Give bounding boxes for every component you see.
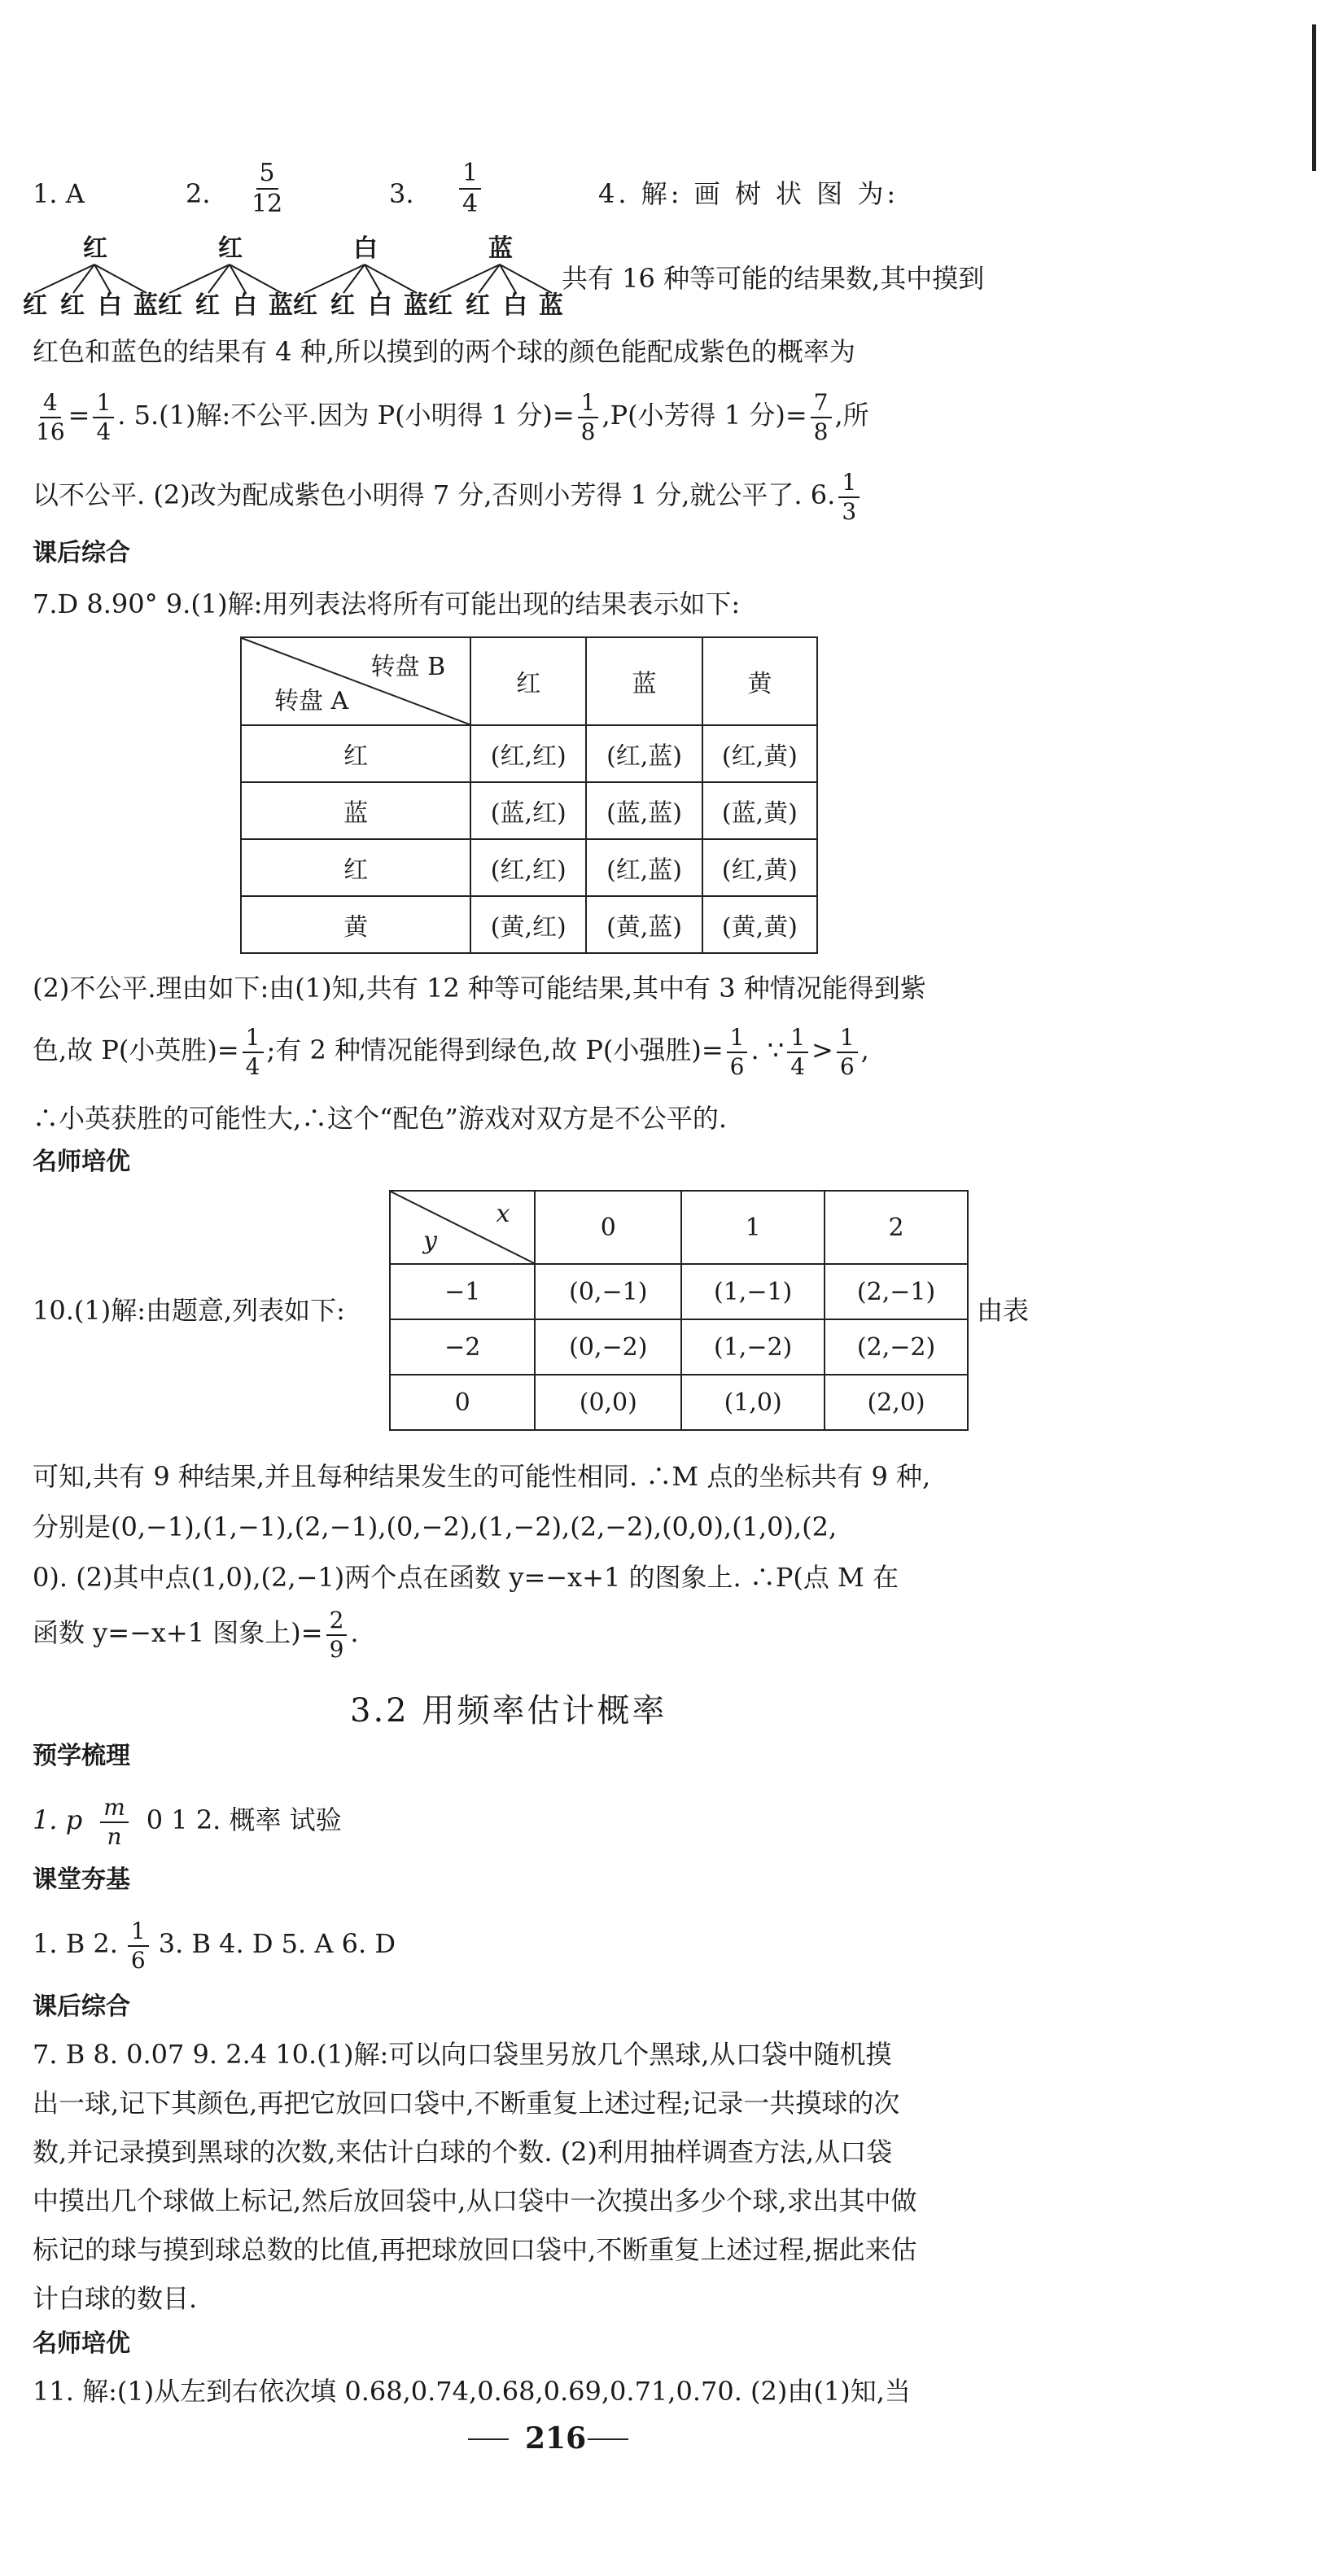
col-header: 蓝 (586, 637, 702, 725)
turntable-table (240, 636, 818, 954)
table-row (241, 839, 817, 896)
col-label: 转盘 B (370, 653, 446, 681)
row-header: 红 (241, 839, 470, 896)
section-header-mingshi-2: 名师培优 (33, 2329, 130, 2358)
section-header-mingshi: 名师培优 (33, 1148, 130, 1176)
text-line: 数,并记录摸到黑球的次数,来估计白球的个数. (2)利用抽样调查方法,从口袋 (33, 2136, 893, 2167)
section-header-yuxue: 预学梳理 (33, 1742, 130, 1770)
table-cell: (0,0) (535, 1375, 681, 1430)
tree-leaf: 蓝 (133, 291, 158, 320)
tree-leaf: 红 (195, 291, 220, 320)
table-cell: (黄,红) (470, 896, 586, 953)
row-header: 红 (241, 725, 470, 782)
table-cell: (红,红) (470, 725, 586, 782)
answer-10-lead: 10.(1)解:由题意,列表如下: (33, 1295, 345, 1326)
col-header: 1 (681, 1191, 825, 1264)
tree-leaf: 红 (23, 291, 47, 320)
table-cell: (0,−2) (535, 1319, 681, 1375)
answer-4-5-line: $\frac{4}{16}$ = $\frac{1}{4}$ . 5.(1)解:不公平.因为 P(小明得 1 分)= $\frac{1}{8}$ ,P(小芳得 1 分)= $\frac{7}{8}$ ,所 (36, 388, 869, 445)
tree-summary-text: 共有 16 种等可能的结果数,其中摸到 (562, 263, 985, 294)
table-row (241, 725, 817, 782)
answer-2-label: 2. (186, 178, 211, 209)
table-row (390, 1264, 968, 1319)
text-line: 7.D 8.90° 9.(1)解:用列表法将所有可能出现的结果表示如下: (33, 588, 741, 619)
table-row (241, 896, 817, 953)
text-line: 可知,共有 9 种结果,并且每种结果发生的可能性相同. ∴M 点的坐标共有 9 种, (33, 1461, 931, 1492)
row-header: 蓝 (241, 782, 470, 839)
tree-leaf: 白 (503, 291, 527, 320)
text-line: 红色和蓝色的结果有 4 种,所以摸到的两个球的颜色能配成紫色的概率为 (33, 336, 855, 367)
tree-root-1: 红 (83, 234, 107, 263)
text-line: (2)不公平.理由如下:由(1)知,共有 12 种等可能结果,其中有 3 种情况能得到紫 (33, 973, 926, 1004)
tree-leaf: 红 (293, 291, 317, 320)
text-line: 出一球,记下其颜色,再把它放回口袋中,不断重复上述过程;记录一共摸球的次 (33, 2088, 900, 2119)
coordinate-table (389, 1190, 969, 1431)
probability-result-line: 函数 y=−x+1 图象上)= $\frac{2}{9}$ . (33, 1606, 359, 1663)
answer-1: 1. A (33, 178, 85, 209)
section-header-kehou: 课后综合 (33, 539, 130, 567)
page-number-rule-right (588, 2438, 628, 2440)
tree-root-2: 红 (218, 234, 243, 263)
page-number-rule-left (468, 2438, 509, 2440)
yuxue-answers: 1. p $\frac{m}{n}$ 0 1 2. 概率 试验 (33, 1793, 342, 1850)
answer-2-fraction: $\frac{5}{12}$ (252, 159, 283, 218)
col-header: 红 (470, 637, 586, 725)
col-header: 0 (535, 1191, 681, 1264)
section-header-ketang: 课堂夯基 (33, 1865, 130, 1894)
row-header: 0 (390, 1375, 535, 1430)
text-line: 7. B 8. 0.07 9. 2.4 10.(1)解:可以向口袋里另放几个黑球,从口袋中随机摸 (33, 2039, 892, 2070)
tree-root-3: 白 (353, 234, 378, 263)
text-line: 标记的球与摸到球总数的比值,再把球放回口袋中,不断重复上述过程,据此来估 (33, 2234, 917, 2265)
table-cell: (0,−1) (535, 1264, 681, 1319)
table-cell: (2,−1) (825, 1264, 968, 1319)
table-cell: (2,−2) (825, 1319, 968, 1375)
row-label: 转盘 A (274, 687, 349, 715)
tree-leaf: 白 (233, 291, 257, 320)
answer-3-label: 3. (389, 178, 414, 209)
page-number: 216 (525, 2421, 587, 2456)
section-title: 3.2 用频率估计概率 (350, 1692, 667, 1730)
tree-root-4: 蓝 (488, 234, 513, 263)
tree-leaf: 蓝 (269, 291, 293, 320)
answer-4-intro: 4. 解: 画 树 状 图 为: (598, 178, 899, 209)
text-line: 11. 解:(1)从左到右依次填 0.68,0.74,0.68,0.69,0.71,0.70. (2)由(1)知,当 (33, 2376, 911, 2407)
table-row (390, 1319, 968, 1375)
table-cell: (黄,黄) (702, 896, 817, 953)
ketang-answers: 1. B 2. $\frac{1}{6}$ 3. B 4. D 5. A 6. D (33, 1917, 396, 1974)
table-cell: (1,−1) (681, 1264, 825, 1319)
scan-edge-mark (1312, 24, 1316, 171)
table-cell: (红,黄) (702, 725, 817, 782)
tree-leaf: 白 (368, 291, 392, 320)
table-corner-cell (390, 1191, 535, 1264)
text-line: 0). (2)其中点(1,0),(2,−1)两个点在函数 y=−x+1 的图象上. ∴P(点 M 在 (33, 1562, 899, 1593)
table-cell: (红,蓝) (586, 725, 702, 782)
tree-leaf: 白 (98, 291, 122, 320)
table-cell: (2,0) (825, 1375, 968, 1430)
table-cell: (蓝,蓝) (586, 782, 702, 839)
table-corner-cell (241, 637, 470, 725)
table-cell: (红,黄) (702, 839, 817, 896)
row-header: 黄 (241, 896, 470, 953)
probability-comparison-line: 色,故 P(小英胜)= $\frac{1}{4}$ ;有 2 种情况能得到绿色,故 P(小强胜)= $\frac{1}{6}$ . ∵ $\frac{1}{4}$ > $\frac{1}{6}$ , (33, 1023, 869, 1080)
tree-leaf: 红 (466, 291, 490, 320)
col-header: 2 (825, 1191, 968, 1264)
table-cell: (红,红) (470, 839, 586, 896)
col-header: 黄 (702, 637, 817, 725)
col-label: x (496, 1200, 510, 1228)
row-header: −1 (390, 1264, 535, 1319)
table-cell: (1,−2) (681, 1319, 825, 1375)
section-header-kehou-2: 课后综合 (33, 1992, 130, 2021)
table-row (390, 1375, 968, 1430)
text-line: 计白球的数目. (33, 2283, 198, 2314)
tree-leaf: 红 (330, 291, 355, 320)
answer-3-fraction: $\frac{1}{4}$ (456, 161, 484, 216)
text-line: 分别是(0,−1),(1,−1),(2,−1),(0,−2),(1,−2),(2,−2),(0,0),(1,0),(2, (33, 1511, 838, 1542)
tree-leaf: 红 (60, 291, 85, 320)
tree-leaf: 蓝 (404, 291, 428, 320)
row-label: y (423, 1227, 437, 1255)
answer-5-6-line: 以不公平. (2)改为配成紫色小明得 7 分,否则小芳得 1 分,就公平了. 6. $\frac{1}{3}$ (33, 462, 863, 527)
table-cell: (红,蓝) (586, 839, 702, 896)
answer-10-tail: 由表 (977, 1295, 1030, 1326)
table-row (241, 782, 817, 839)
table-cell: (黄,蓝) (586, 896, 702, 953)
tree-leaf: 红 (158, 291, 182, 320)
tree-leaf: 红 (428, 291, 453, 320)
table-cell: (1,0) (681, 1375, 825, 1430)
text-line: 中摸出几个球做上标记,然后放回袋中,从口袋中一次摸出多少个球,求出其中做 (33, 2185, 917, 2216)
tree-leaf: 蓝 (539, 291, 563, 320)
table-cell: (蓝,黄) (702, 782, 817, 839)
table-cell: (蓝,红) (470, 782, 586, 839)
text-line: ∴小英获胜的可能性大,∴这个“配色”游戏对双方是不公平的. (33, 1103, 728, 1134)
row-header: −2 (390, 1319, 535, 1375)
